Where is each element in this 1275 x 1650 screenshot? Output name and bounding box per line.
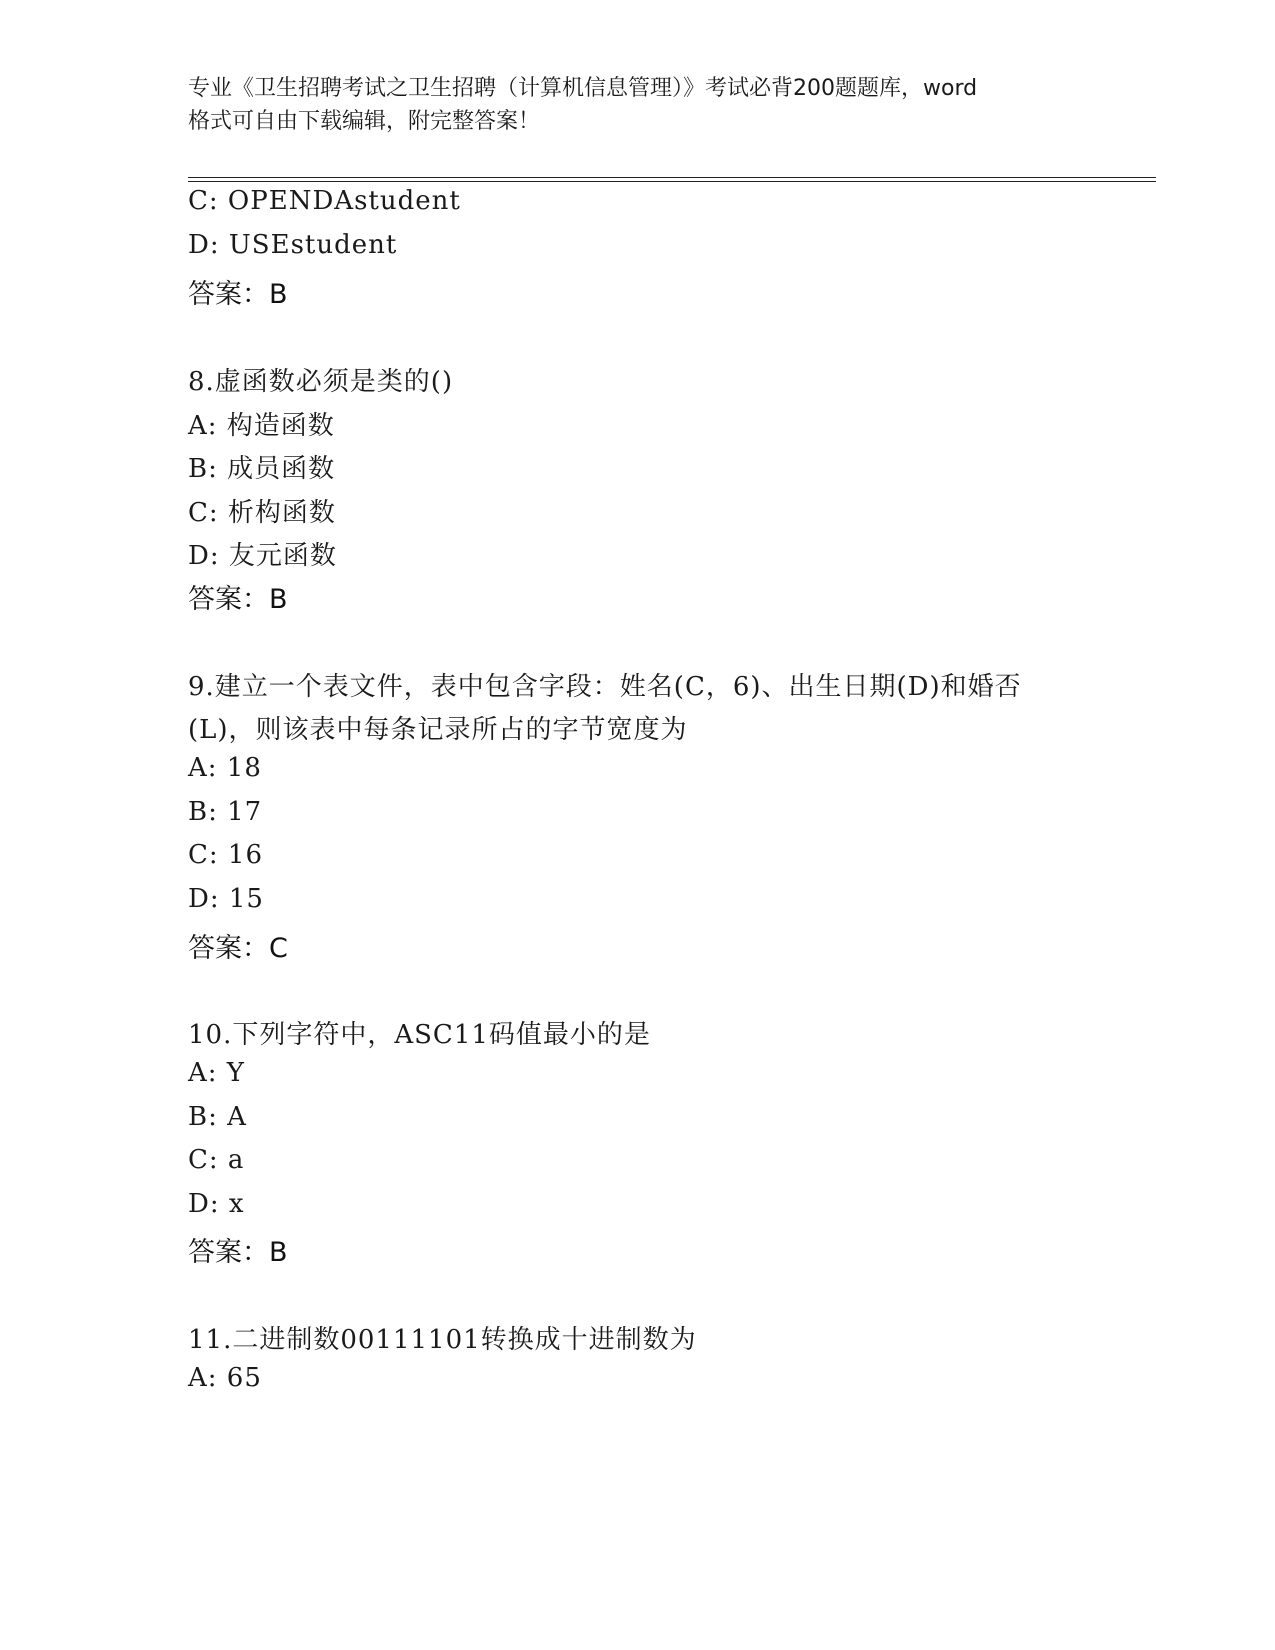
q9-option-c: C: 16 (188, 840, 264, 870)
q8-answer: 答案：B (188, 584, 288, 615)
q9-question-line1: 9.建立一个表文件，表中包含字段：姓名(C，6)、出生日期(D)和婚否 (188, 672, 1022, 702)
q8-option-c: C: 析构函数 (188, 498, 336, 528)
q8-question: 8.虚函数必须是类的() (188, 367, 454, 397)
q10-option-a: A: Y (188, 1058, 245, 1088)
q8-option-a: A: 构造函数 (188, 411, 335, 441)
q7-answer: 答案：B (188, 279, 288, 310)
q7-option-c: C: OPENDAstudent (188, 186, 461, 216)
document-header (188, 72, 1088, 138)
q10-option-d: D: x (188, 1189, 245, 1219)
q11-question: 11.二进制数00111101转换成十进制数为 (188, 1325, 697, 1355)
header-title-line2: 格式可自由下载编辑，附完整答案！ (188, 109, 541, 134)
q8-option-d: D: 友元函数 (188, 541, 337, 571)
q10-option-b: B: A (188, 1102, 247, 1132)
header-title-line1: 专业《卫生招聘考试之卫生招聘（计算机信息管理）》考试必背200题题库，word (188, 76, 978, 101)
q10-option-c: C: a (188, 1145, 245, 1175)
q10-answer: 答案：B (188, 1237, 288, 1268)
q9-option-d: D: 15 (188, 884, 264, 914)
q9-option-b: B: 17 (188, 797, 263, 827)
q9-answer: 答案：C (188, 933, 288, 964)
q7-option-d: D: USEstudent (188, 230, 398, 260)
q9-option-a: A: 18 (188, 753, 262, 783)
q8-option-b: B: 成员函数 (188, 454, 336, 484)
q11-option-a: A: 65 (188, 1363, 262, 1393)
header-divider (188, 177, 1156, 182)
q10-question: 10.下列字符中，ASC11码值最小的是 (188, 1020, 651, 1050)
q9-question-line2: (L)，则该表中每条记录所占的字节宽度为 (188, 715, 688, 745)
